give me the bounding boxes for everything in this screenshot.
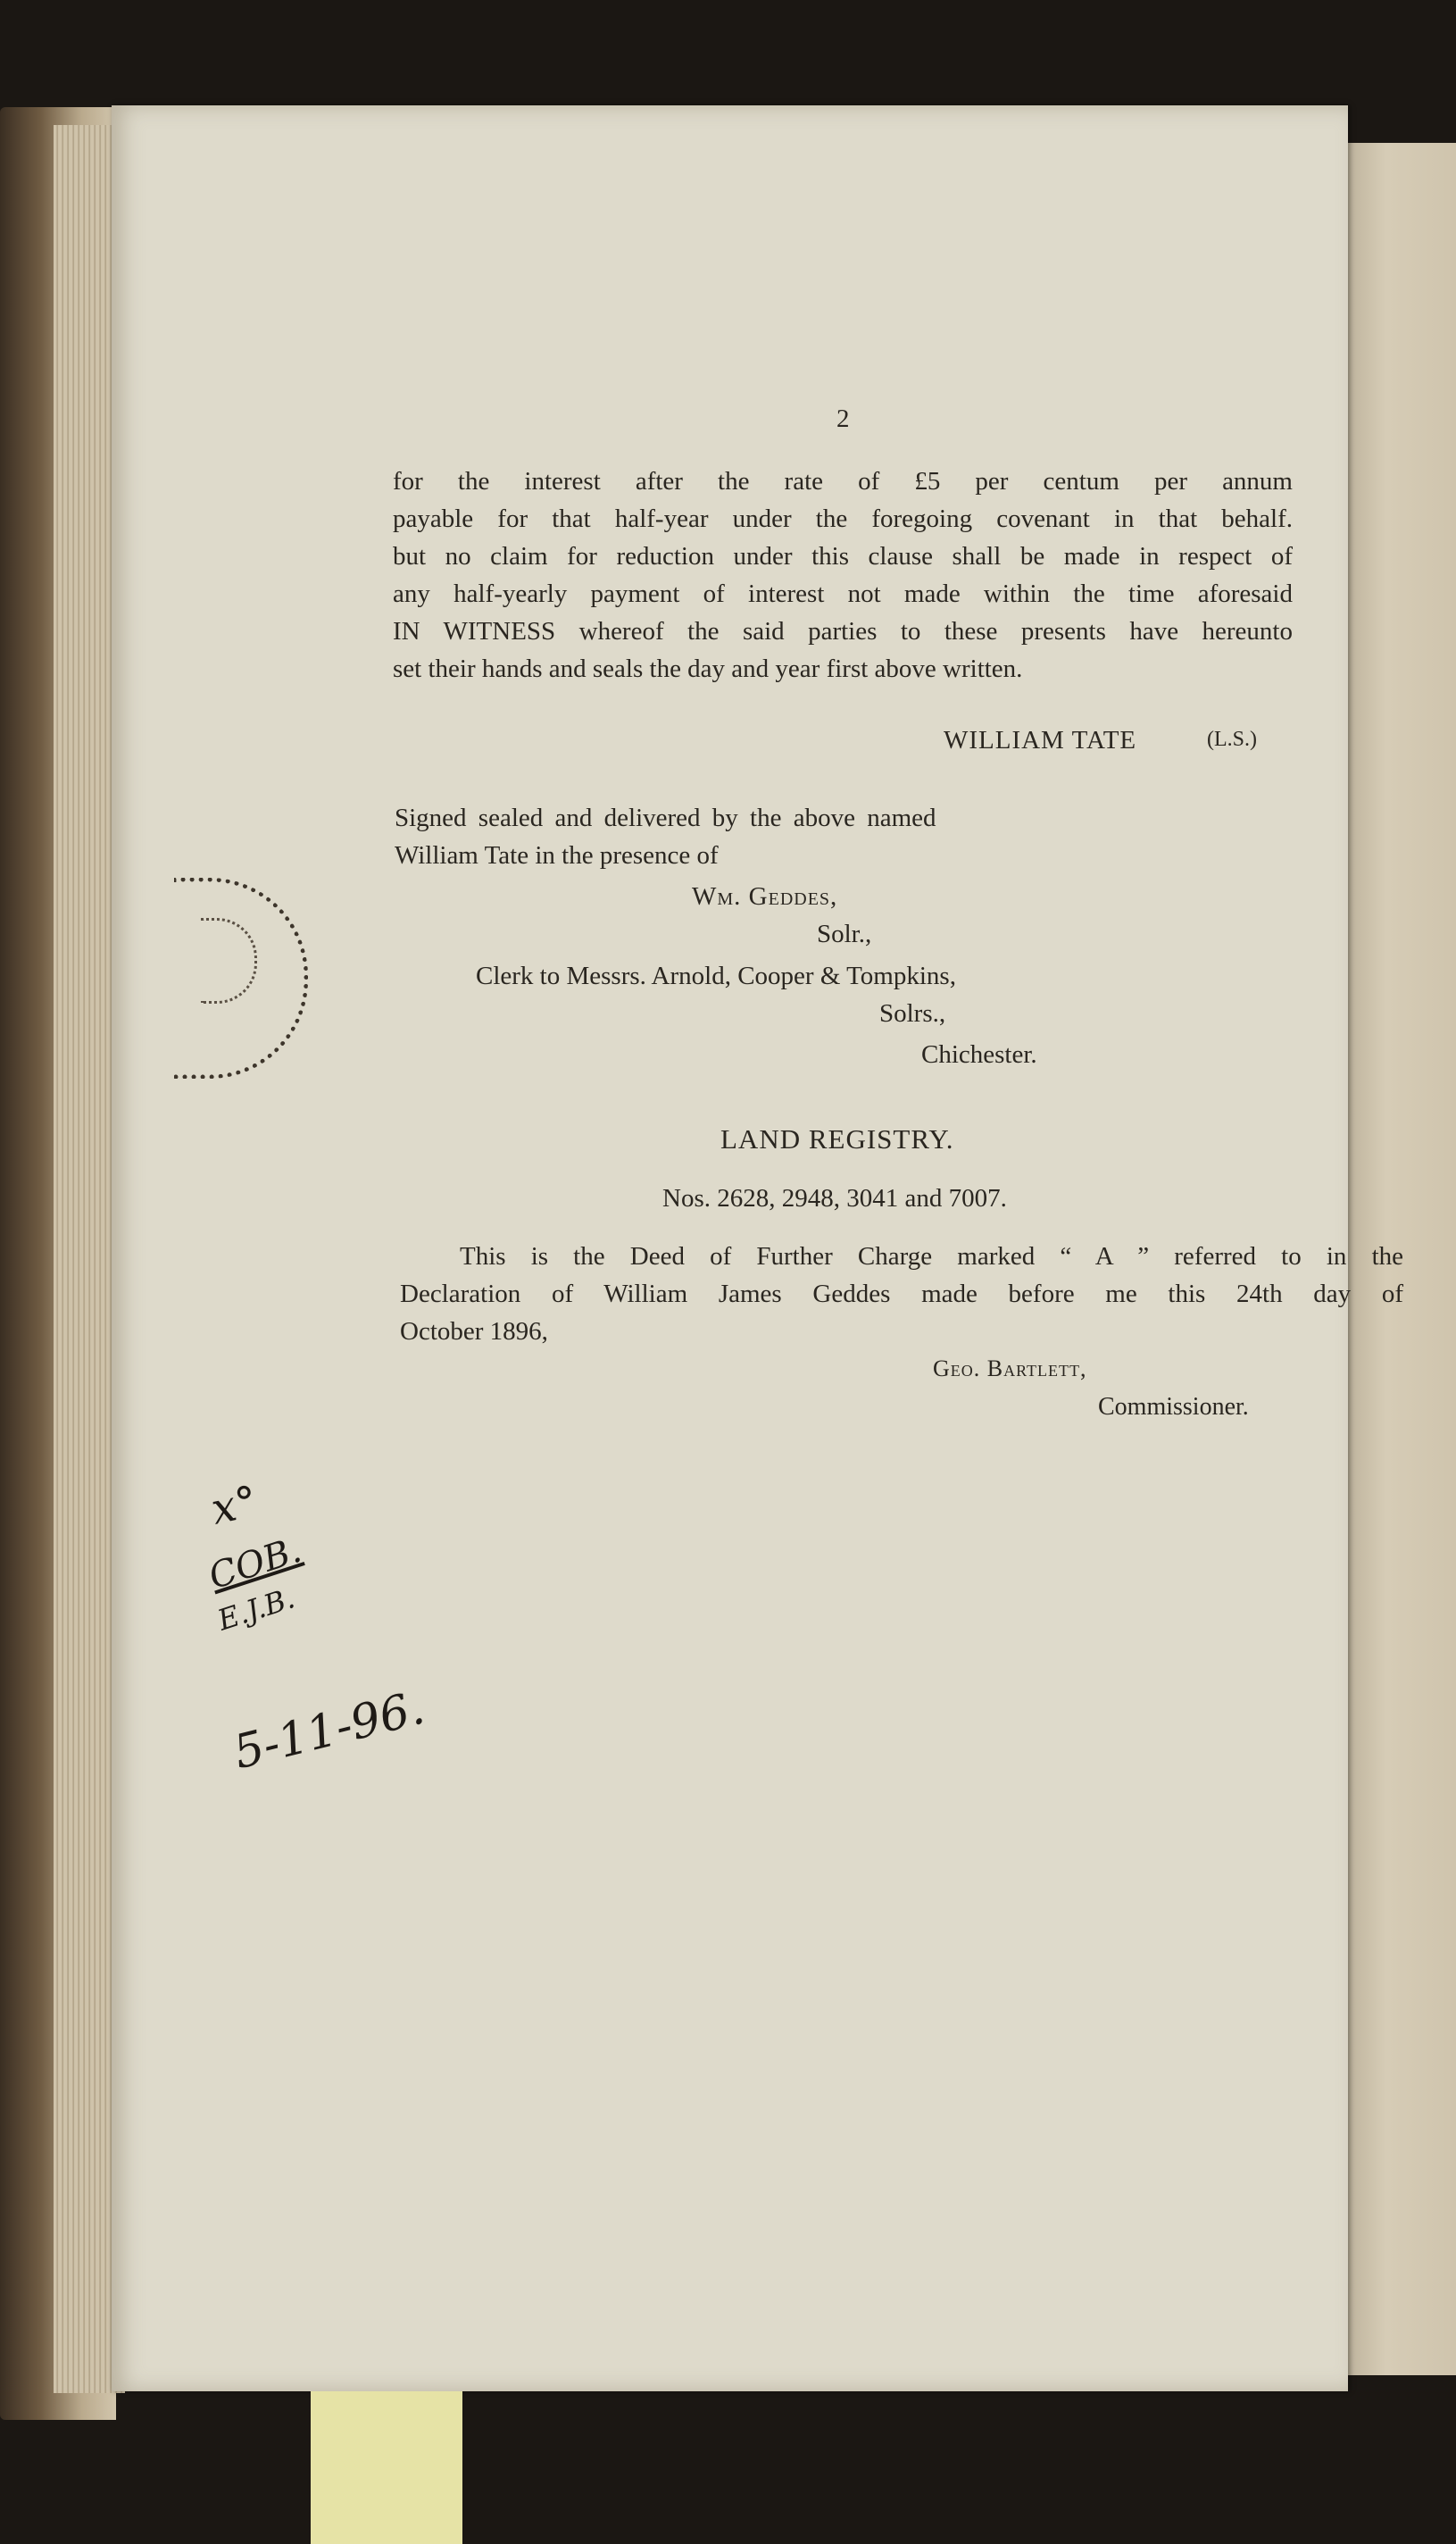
document-page — [112, 105, 1403, 2391]
declaration-line-2: Declaration of William James Geddes made before me this 24th day of — [400, 1280, 1403, 1308]
handwritten-initials-1: COB. — [204, 1529, 307, 1598]
attestation-line-1: Signed sealed and delivered by the above named — [395, 804, 936, 832]
body-line: any half-yearly payment of interest not made within the time aforesaid — [393, 580, 1293, 608]
firm-place: Chichester. — [921, 1040, 1037, 1069]
attestation-line-2: William Tate in the presence of — [395, 841, 719, 870]
declaration-line-1: This is the Deed of Further Charge marked “ A ” referred to in the — [460, 1242, 1403, 1271]
witness-name: Wm. Geddes, — [692, 882, 838, 911]
firm-title: Solrs., — [879, 999, 946, 1028]
registry-heading: LAND REGISTRY. — [720, 1123, 954, 1155]
page-number: 2 — [836, 405, 850, 433]
seal-mark: (L.S.) — [1207, 728, 1257, 751]
body-line-last: set their hands and seals the day and year first above written. — [393, 655, 1023, 683]
body-line: payable for that half-year under the foregoing covenant in that behalf. — [393, 505, 1293, 533]
body-line: for the interest after the rate of £5 per centum per annum — [393, 467, 1293, 496]
handwritten-initials-2: E.J.B. — [213, 1581, 299, 1638]
body-line: but no claim for reduction under this clause shall be made in respect of — [393, 542, 1293, 571]
clerk-line: Clerk to Messrs. Arnold, Cooper & Tompkins, — [476, 962, 956, 990]
witness-title: Solr., — [817, 920, 872, 948]
registry-numbers: Nos. 2628, 2948, 3041 and 7007. — [662, 1184, 1007, 1213]
embossed-stamp — [174, 878, 308, 1079]
embossed-stamp-inner — [201, 918, 257, 1004]
declaration-signer: Geo. Bartlett, — [933, 1355, 1087, 1381]
paper-tab — [311, 2391, 462, 2544]
declaration-signer-title: Commissioner. — [1098, 1393, 1249, 1421]
body-line: IN WITNESS whereof the said parties to these presents have hereunto — [393, 617, 1293, 646]
declaration-line-3: October 1896, — [400, 1317, 548, 1346]
handwritten-mark: x° — [206, 1476, 262, 1535]
handwritten-date: 5-11-96. — [228, 1681, 430, 1781]
signatory-name: WILLIAM TATE — [944, 726, 1137, 755]
